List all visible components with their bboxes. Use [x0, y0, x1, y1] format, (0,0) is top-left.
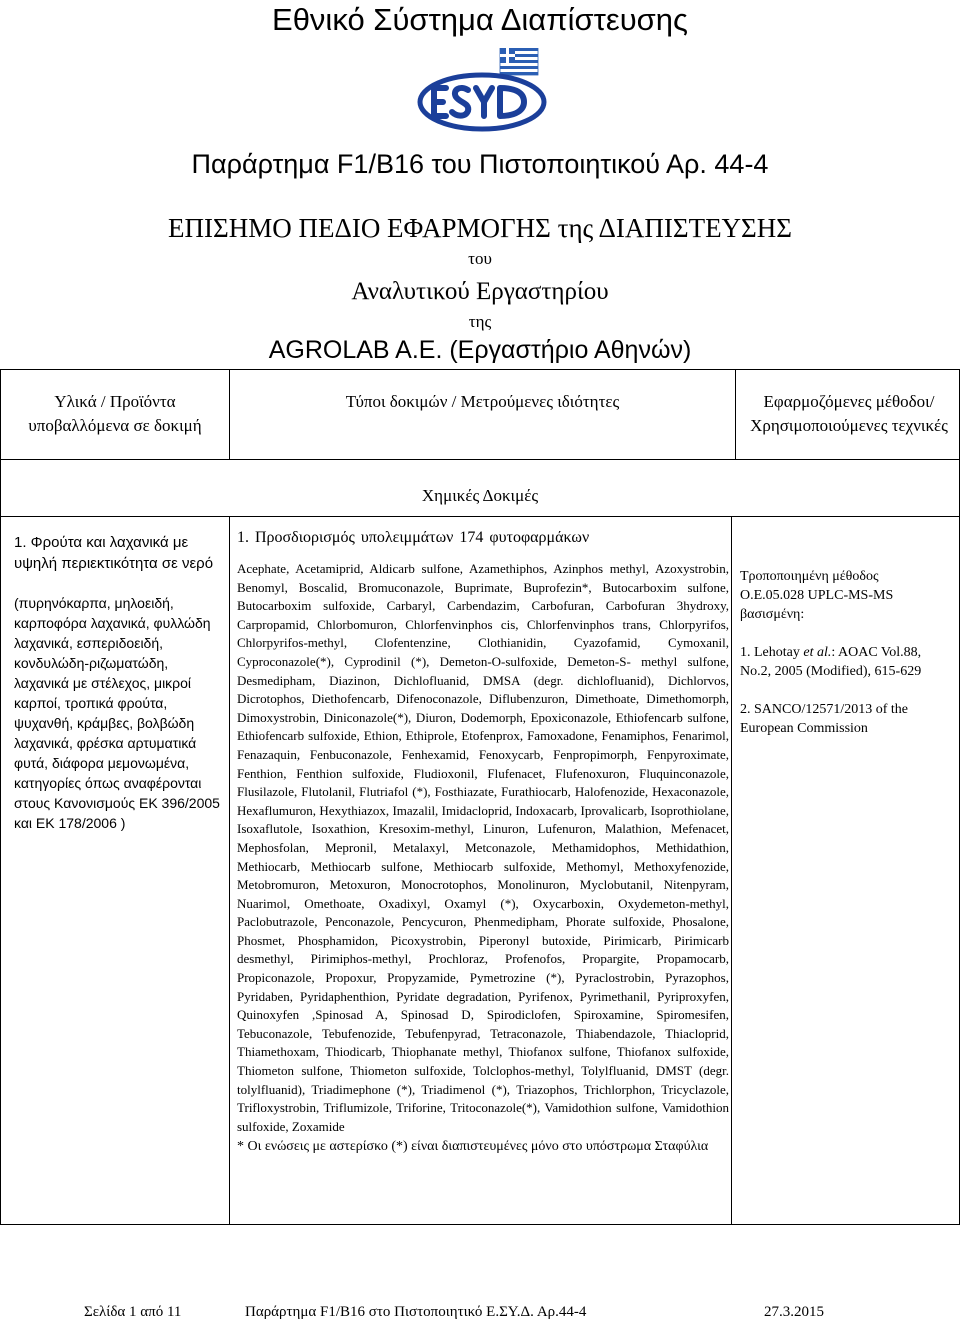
annex-title: Παράρτημα F1/B16 του Πιστοποιητικού Αρ. 44-4 — [191, 149, 769, 179]
methods-cell — [740, 567, 952, 738]
asterisk-note: * Οι ενώσεις με αστερίσκο (*) είναι διαπιστευμένες μόνο στο υπόστρωμα Σταφύλια — [237, 1139, 709, 1155]
col-divider — [731, 516, 732, 1225]
header-methods: Εφαρμοζόμενες μέθοδοι/ Χρησιμοποιούμενες τεχνικές — [750, 392, 948, 435]
greek-flag-icon — [500, 48, 538, 75]
materials-cell — [14, 532, 220, 833]
pesticide-list: Acephate, Acetamiprid, Aldicarb sulfone, Azamethiphos, Azinphos methyl, Azoxystrobin, Benomyl, Boscalid, Bromuconazole, Buprimate, Buprofezin*, Butocarboxim sulfone, Butocarboxim sulfoxide, Carbaryl, Carbendazim, Carbofuran, Carbofuran 3hydroxy, Carpropamid, Chlorbomuron, Chlorfenvinphos cis, Chlorfenvinphos trans, Chlorpyrifos, Chlorpyrifos-methyl, Clofentenzine, Clothianidin, Cyazofamid, Cymoxanil, Cyproconazole(*), Cyprodinil (*), Demeton-O-sulfoxide, Demeton-S- methyl sulfone, Desmedipham, Diazinon, Dichlofluanid, DMSA (degr. dichlofluanid), Dichlorvos, Dicrotophos, Diethofencarb, Difenoconazole, Diflubenzuron, Dimethoate, Dimethomorph, Dimoxystrobin, Diniconazole(*), Diuron, Dodemorph, Epoxiconazole, Ethiofencarb sulfone, Ethiofencarb sulfoxide, Ethion, Ethiprole, Etofenprox, Famoxadone, Fenamiphos, Fenarimol, Fenazaquin, Fenbuconazole, Fenhexamid, Fenoxycarb, Fenpropimorph, Fenpyroximate, Fenthion, Fenthion sulfoxide, Fludioxonil, Flufenacet, Flufenoxuron, Fluquinconazole, Flusilazole, Flutolanil, Flutriafol (*), Fosthiazate, Furathiocarb, Halofenozide, Hexaconazole, Hexaflumuron, Hexythiazox, Imazalil, Imidacloprid, Indoxacarb, Iprovalicarb, Isoprothiolane, Isoxaflutole, Isoxathion, Kresoxim-methyl, Linuron, Lufenuron, Malathion, Mefenacet, Mephosfolan, Mepronil, Metalaxyl, Metconazole, Methamidophos, Methidathion, Methiocarb, Methiocarb sulfone, Methiocarb sulfoxide, Methomyl, Methoxyfenozide, Metobromuron, Metoxuron, Monocrotophos, Monolinuron, Myclobutanil, Nitenpyram, Nuarimol, Omethoate, Oxadixyl, Oxamyl (*), Oxycarboxin, Oxydemeton-methyl, Paclobutrazole, Penconazole, Pencycuron, Phenmedipham, Phorate sulfoxide, Phosalone, Phosmet, Phosphamidon, Picoxystrobin, Piperonyl butoxide, Pirimicarb, Pirimicarb desmethyl, Pirimiphos-methyl, Prochloraz, Profenofos, Propargite, Propamocarb, Propiconazole, Propoxur, Propyzamide, Pymetrozine (*), Pyraclostrobin, Pyrazophos, Pyridaben, Pyridaphenthion, Pyridate degradation, Pyrifenox, Pyrimethanil, Pyriproxyfen, Quinoxyfen ,Spinosad A, Spinosad D, Spirodiclofen, Spiroxamine, Spiromesifen, Tebuconazole, Tebufenozide, Tebufenpyrad, Tetraconazole, Thiabendazole, Thiacloprid, Thiamethoxam, Thiodicarb, Thiophanate methyl, Thiofanox sulfone, Thiofanox sulfoxide, Thiometon sulfone, Thiometon sulfoxide, Tolclophos-methyl, Tolylfluanid, DMST (degr. tolylfluanid), Triadimephone (*), Triadimenol (*), Triazophos, Trichlorphon, Tricyclazole, Trifloxystrobin, Triflumizole, Triforine, Tritoconazole(*), Vamidothion sulfone, Vamidothion sulfoxide, Zoxamide — [237, 561, 729, 1134]
header-materials: Υλικά / Προϊόντα υποβαλλόμενα σε δοκιμή — [28, 392, 202, 435]
reference-etal: et al. — [803, 645, 832, 660]
tests-cell — [237, 527, 729, 1156]
footer-annex: Παράρτημα F1/B16 στο Πιστοποιητικό Ε.ΣΥ.Δ. Αρ.44-4 — [245, 1304, 587, 1320]
header-tests: Τύποι δοκιμών / Μετρούμενες ιδιότητες — [345, 392, 620, 411]
tests-heading: 1. Προσδιορισμός υπολειμμάτων 174 φυτοφαρμάκων — [237, 529, 590, 546]
document-title: Εθνικό Σύστημα Διαπίστευσης — [272, 2, 688, 37]
method-code: Ο.Ε.05.028 UPLC-MS-MS — [740, 588, 894, 603]
col-divider — [229, 369, 230, 460]
section-chemical-tests: Χημικές Δοκιμές — [421, 486, 539, 505]
method-reference-1 — [740, 643, 952, 681]
col-divider — [735, 369, 736, 460]
method-reference-2: 2. SANCO/12571/2013 of the European Commission — [740, 702, 908, 736]
company-name: AGROLAB A.E. (Εργαστήριο Αθηνών) — [268, 336, 692, 364]
table-border-bottom — [0, 1224, 960, 1225]
footer-page-number: Σελίδα 1 από 11 — [84, 1304, 182, 1320]
table-border-top — [0, 369, 960, 370]
scope-title: ΕΠΙΣΗΜΟ ΠΕΔΙΟ ΕΦΑΡΜΟΓΗΣ της ΔΙΑΠΙΣΤΕΥΣΗΣ — [168, 213, 792, 243]
materials-description: (πυρηνόκαρπα, μηλοειδή, καρποφόρα λαχανικά, φυλλώδη λαχανικά, εσπεριδοειδή, κονδυλώδη-ριζωματώδη, λαχανικά με στέλεχος, μικροί καρποί, τροπικά φρούτα, ψυχανθή, κράμβες, βολβώδη λαχανικά, φρέσκα αρτυματικά φυτά, διάφορα μεμονωμένα, κατηγορίες όπως αναφέρονται στους Κανονισμούς ΕΚ 396/2005 και ΕΚ 178/2006 ) — [14, 595, 220, 831]
section-divider — [0, 516, 960, 517]
reference-text: 1. Lehotay — [740, 645, 804, 660]
col-divider — [229, 516, 230, 1225]
method-line: Τροποποιημένη μέθοδος — [740, 569, 879, 584]
footer-date: 27.3.2015 — [764, 1304, 824, 1320]
reference-text: : AOAC Vol.88, No.2, 2005 (Modified), 615-629 — [740, 645, 922, 679]
lab-name: Αναλυτικού Εργαστηρίου — [351, 278, 609, 305]
materials-item: 1. Φρούτα και λαχανικά με υψηλή περιεκτικότητα σε νερό — [14, 534, 214, 572]
header-divider — [0, 459, 960, 460]
method-line: βασισμένη: — [740, 607, 805, 622]
connector-text: του — [468, 249, 492, 268]
connector-text: της — [468, 312, 492, 331]
esyd-logo — [416, 48, 550, 134]
